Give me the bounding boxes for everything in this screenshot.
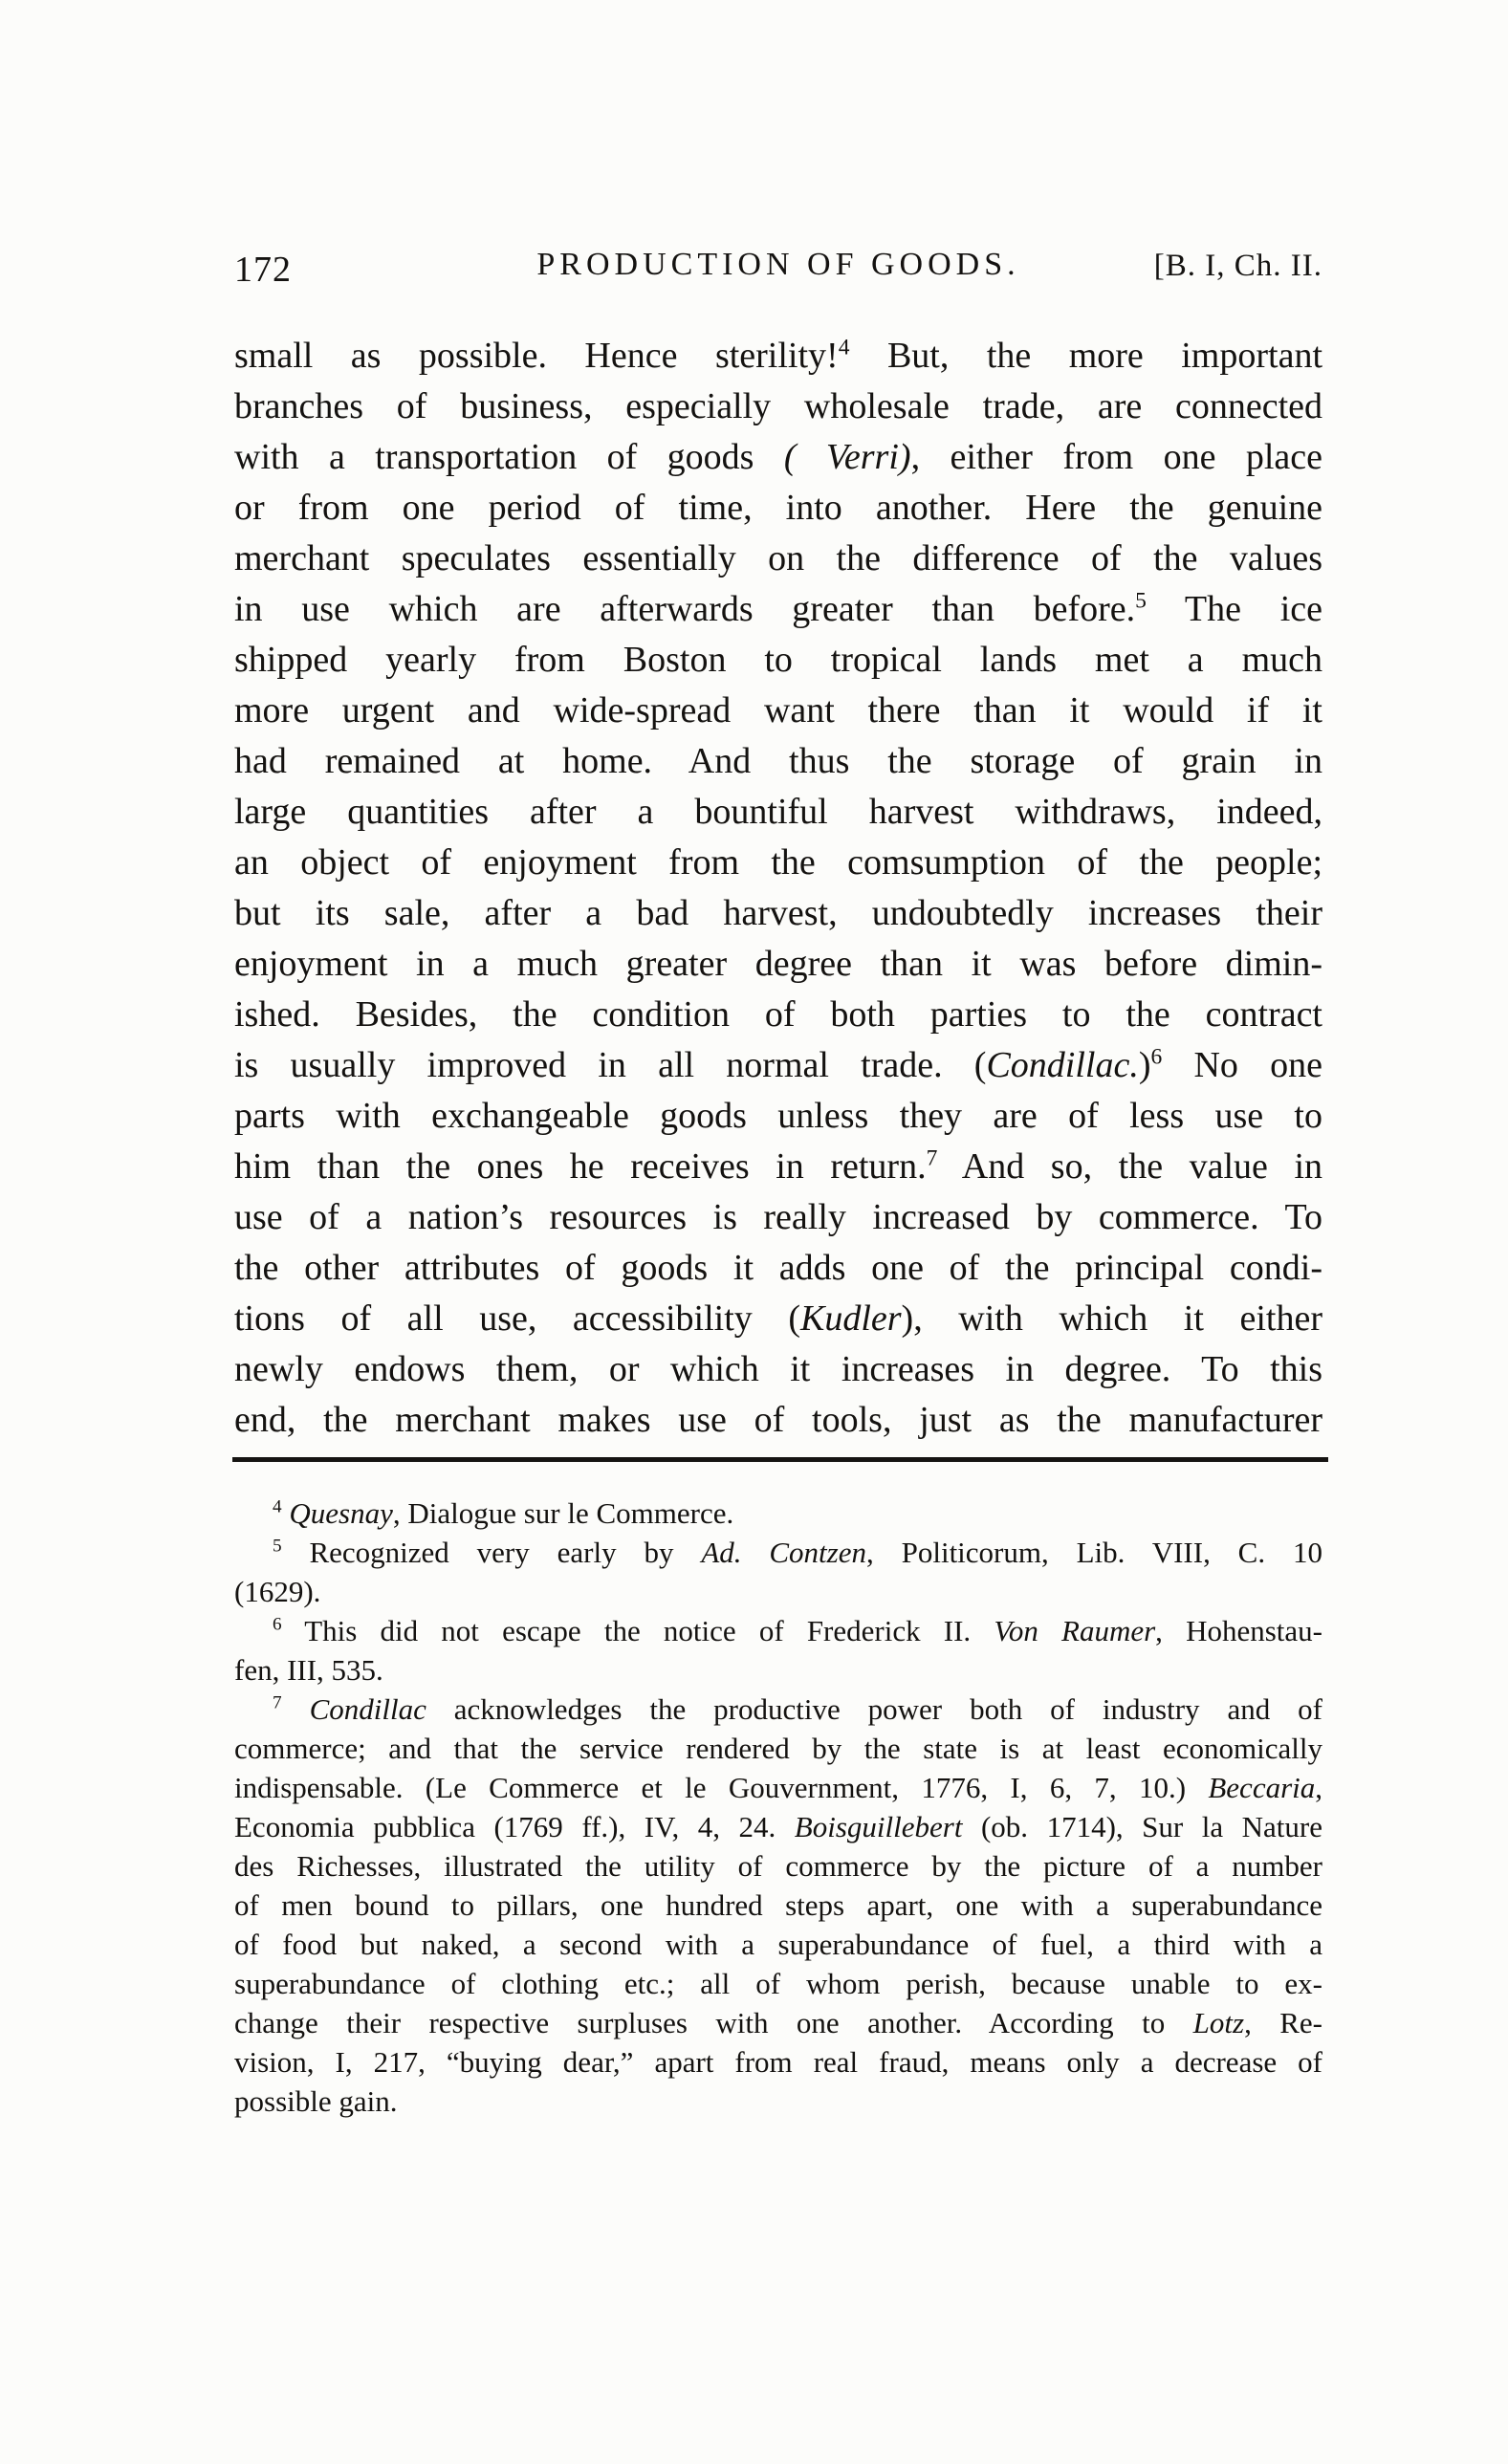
text-segment: This did not escape the notice of Frederick II. (281, 1614, 994, 1647)
text-segment: , Hohenstau- (1155, 1614, 1322, 1647)
footnote-marker: 7 (273, 1692, 282, 1713)
text-line (234, 2003, 1322, 2042)
text-segment: ished. Besides, the condition of both parties to the contract (234, 994, 1322, 1035)
footnote-marker: 4 (838, 335, 850, 360)
text-line (234, 838, 1322, 888)
text-segment (282, 1692, 310, 1726)
text-line (234, 1192, 1322, 1243)
text-segment: small as possible. Hence sterility! (234, 336, 839, 376)
text-line (234, 736, 1322, 787)
text-segment: him than the ones he receives in return. (234, 1146, 927, 1187)
text-line (234, 1886, 1322, 1925)
text-line (234, 483, 1322, 534)
text-line (234, 990, 1322, 1040)
text-line (234, 787, 1322, 838)
text-line (234, 1572, 1322, 1611)
text-segment: of men bound to pillars, one hundred steps apart, one with a superabundance (234, 1888, 1322, 1922)
page-number: 172 (234, 250, 292, 290)
text-line (234, 2082, 1322, 2121)
text-segment: tions of all use, accessibility ( (234, 1298, 800, 1339)
text-line (234, 939, 1322, 990)
text-line (234, 1846, 1322, 1886)
text-segment: more urgent and wide-spread want there than it would if it (234, 690, 1322, 730)
page-header (234, 247, 1322, 293)
text-segment: , (1315, 1771, 1322, 1804)
text-segment: the other attributes of goods it adds one of the principal condi- (234, 1248, 1322, 1288)
text-segment: No one (1162, 1045, 1322, 1085)
text-line (234, 1294, 1322, 1344)
text-segment: , Re- (1244, 2006, 1322, 2039)
text-segment: (ob. 1714), Sur la Nature (962, 1810, 1322, 1843)
text-segment: Recognized very early by (281, 1536, 702, 1569)
text-segment: Kudler (799, 1298, 902, 1339)
text-segment: The ice (1146, 589, 1322, 629)
text-segment: indispensable. (Le Commerce et le Gouvernment, 1776, I, 6, 7, 10.) (234, 1771, 1209, 1804)
footnote-marker: 7 (926, 1145, 938, 1171)
text-line (234, 1344, 1322, 1395)
text-segment: Quesnay (289, 1496, 393, 1530)
text-line (234, 1729, 1322, 1768)
body-text (234, 331, 1322, 1446)
text-segment: had remained at home. And thus the storage of grain in (234, 741, 1322, 781)
text-segment: possible gain. (234, 2084, 398, 2118)
text-segment: Von Raumer (994, 1614, 1156, 1647)
text-line (234, 1040, 1322, 1091)
text-line (234, 1494, 1322, 1533)
text-segment: , Dialogue sur le Commerce. (392, 1496, 734, 1530)
text-line (234, 888, 1322, 939)
text-segment: in use which are afterwards greater than before. (234, 589, 1136, 629)
text-line (234, 534, 1322, 584)
text-segment: fen, III, 535. (234, 1653, 383, 1687)
text-segment: (1629). (234, 1575, 321, 1608)
footnote-marker: 6 (1150, 1044, 1163, 1070)
text-line (234, 1243, 1322, 1294)
text-segment: , Politicorum, Lib. VIII, C. 10 (865, 1536, 1322, 1569)
text-line (234, 1533, 1322, 1572)
text-line (234, 1091, 1322, 1142)
text-segment: with a transportation of goods (234, 437, 784, 477)
text-segment: Boisguillebert (794, 1810, 963, 1843)
text-line (234, 1142, 1322, 1192)
text-line (234, 1395, 1322, 1446)
text-segment: enjoyment in a much greater degree than it was before dimin- (234, 944, 1322, 984)
text-line (234, 1925, 1322, 1964)
text-line (234, 2042, 1322, 2082)
text-segment: But, the more important (849, 336, 1322, 376)
footnote-marker: 5 (273, 1536, 282, 1557)
text-segment: end, the merchant makes use of tools, just as the manufacturer (234, 1400, 1322, 1440)
text-segment: an object of enjoyment from the comsumption of the people; (234, 842, 1322, 883)
text-segment: parts with exchangeable goods unless they are of less use to (234, 1096, 1322, 1136)
text-line (234, 432, 1322, 483)
text-segment: use of a nation’s resources is really increased by commerce. To (234, 1197, 1322, 1237)
text-segment: change their respective surpluses with one another. According to (234, 2006, 1193, 2039)
footnote-marker: 6 (273, 1614, 282, 1635)
text-segment: shipped yearly from Boston to tropical lands met a much (234, 640, 1322, 680)
text-segment: merchant speculates essentially on the difference of the values (234, 538, 1322, 578)
footnote-marker: 4 (273, 1496, 282, 1517)
running-title: PRODUCTION OF GOODS. (536, 247, 1020, 282)
text-line (234, 686, 1322, 736)
text-line (234, 1807, 1322, 1846)
text-line (234, 331, 1322, 382)
text-segment: vision, I, 217, “buying dear,” apart from real fraud, means only a decrease of (234, 2045, 1322, 2079)
text-segment: ), with which it either (901, 1298, 1322, 1339)
text-segment: large quantities after a bountiful harvest withdraws, indeed, (234, 792, 1322, 832)
text-segment: Condillac. (986, 1045, 1139, 1085)
text-segment: is usually improved in all normal trade. ( (234, 1045, 987, 1085)
chapter-reference: [B. I, Ch. II. (1153, 249, 1322, 283)
footnote-divider (232, 1457, 1328, 1462)
text-segment: branches of business, especially wholesale trade, are connected (234, 386, 1322, 426)
text-line (234, 1611, 1322, 1650)
text-segment: Ad. Contzen (701, 1536, 866, 1569)
text-segment: des Richesses, illustrated the utility of commerce by the picture of a number (234, 1849, 1322, 1883)
text-segment: Economia pubblica (1769 ff.), IV, 4, 24. (234, 1810, 795, 1843)
text-segment: Lotz (1192, 2006, 1245, 2039)
text-segment: And so, the value in (937, 1146, 1322, 1187)
text-line (234, 1768, 1322, 1807)
text-line (234, 1650, 1322, 1690)
text-line (234, 1964, 1322, 2003)
footnotes-section (234, 1494, 1322, 2121)
text-segment: Beccaria (1208, 1771, 1316, 1804)
text-line (234, 635, 1322, 686)
text-segment: Condillac (309, 1692, 426, 1726)
footnote-marker: 5 (1135, 588, 1147, 614)
text-segment: ( Verri) (783, 437, 911, 477)
text-line (234, 584, 1322, 635)
text-segment: but its sale, after a bad harvest, undoubtedly increases their (234, 893, 1322, 933)
text-segment: , either from one place (910, 437, 1322, 477)
text-segment: acknowledges the productive power both of industry and of (426, 1692, 1322, 1726)
text-segment: newly endows them, or which it increases in degree. To this (234, 1349, 1322, 1389)
text-segment: of food but naked, a second with a superabundance of fuel, a third with a (234, 1928, 1322, 1961)
text-segment: ) (1138, 1045, 1151, 1085)
text-line (234, 1690, 1322, 1729)
text-line (234, 382, 1322, 432)
text-segment: or from one period of time, into another. Here the genuine (234, 488, 1322, 528)
text-segment: commerce; and that the service rendered by the state is at least economically (234, 1732, 1322, 1765)
text-segment: superabundance of clothing etc.; all of whom perish, because unable to ex- (234, 1967, 1322, 2000)
